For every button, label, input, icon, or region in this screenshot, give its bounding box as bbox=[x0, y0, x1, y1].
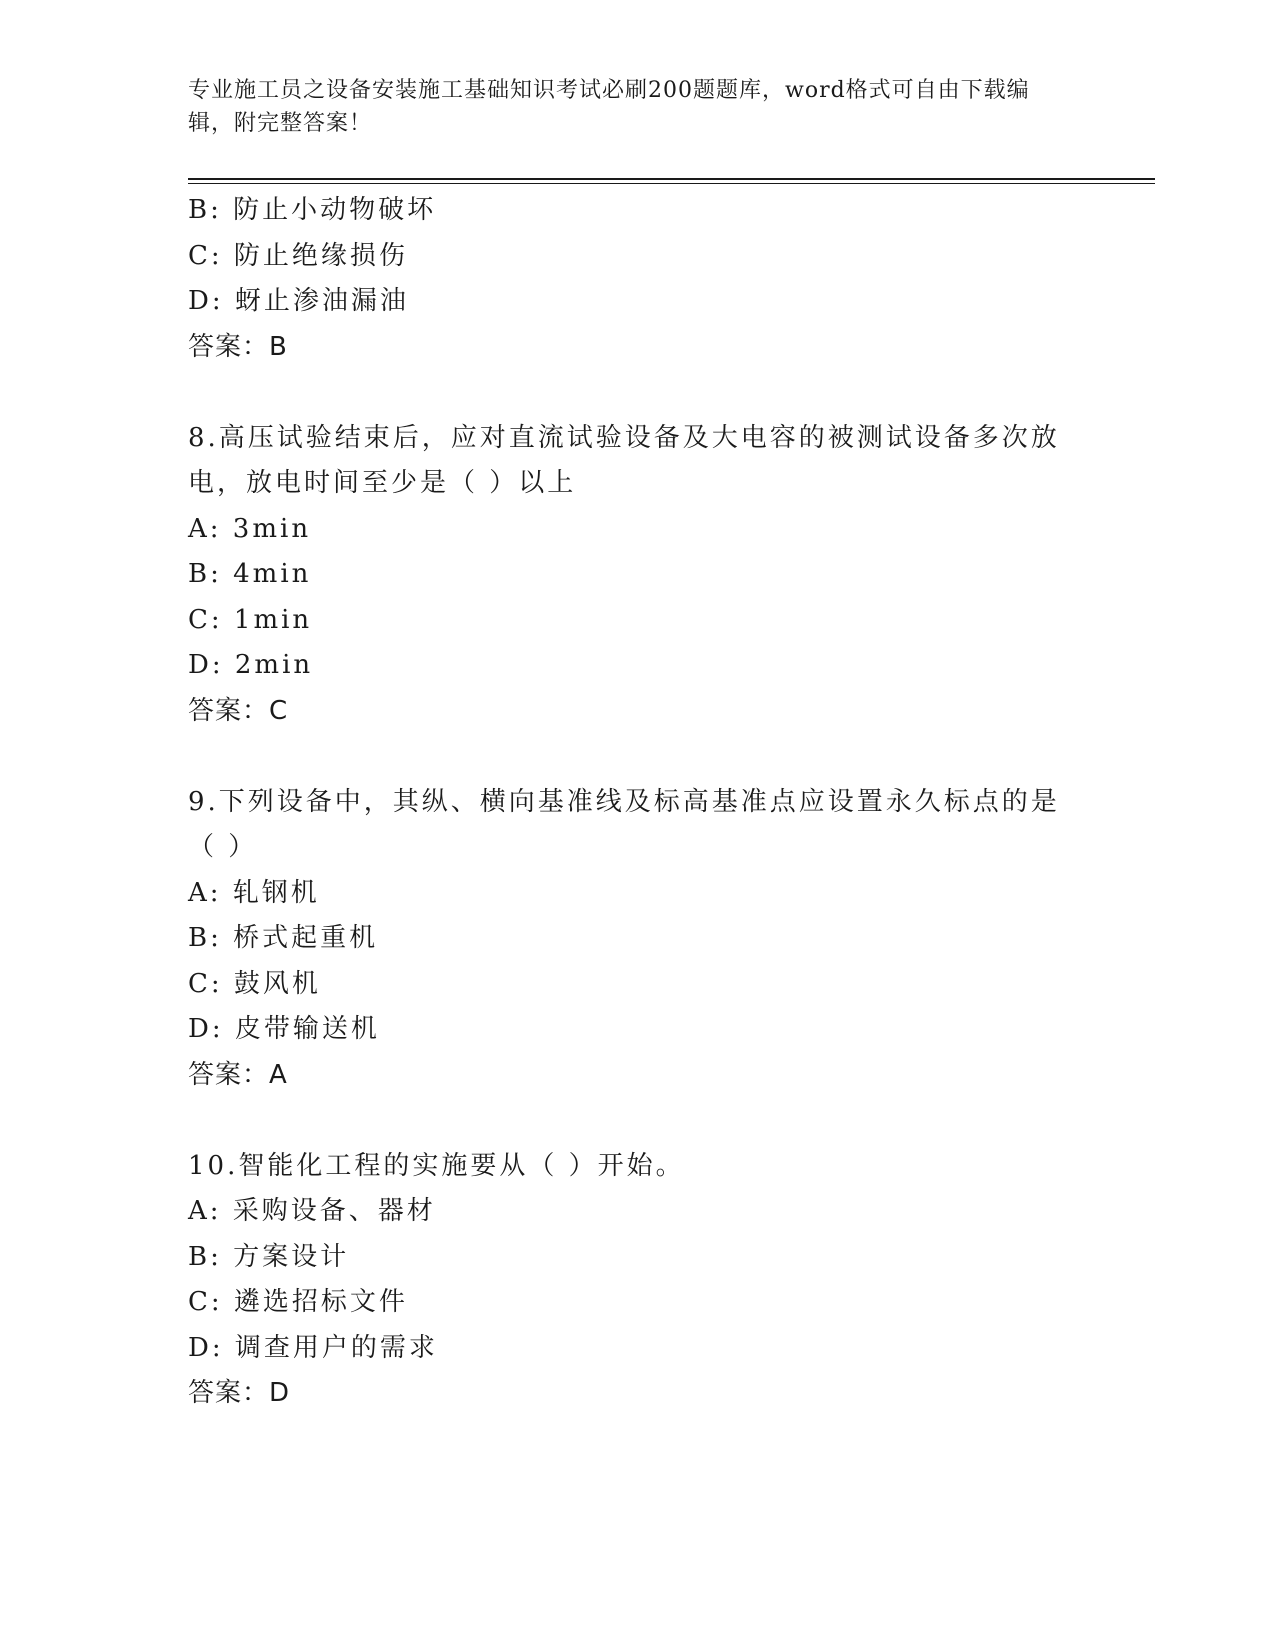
answer-line: 答案：C bbox=[188, 695, 289, 726]
option-b: B: 4min bbox=[188, 559, 312, 589]
option-a: A: 3min bbox=[188, 513, 312, 544]
spacer bbox=[188, 370, 1088, 416]
answer-line: 答案：D bbox=[188, 1378, 291, 1408]
option-d: D: 调查用户的需求 bbox=[188, 1332, 438, 1363]
question-list bbox=[188, 188, 1088, 1417]
header-divider-thin bbox=[188, 183, 1155, 184]
header-divider-thick bbox=[188, 178, 1155, 180]
question-text: 8.高压试验结束后，应对直流试验设备及大电容的被测试设备多次放电，放电时间至少是（ ）以上 bbox=[188, 422, 1060, 498]
option-b: B: 方案设计 bbox=[188, 1241, 350, 1272]
question-8 bbox=[188, 416, 1088, 735]
question-text: 10.智能化工程的实施要从（ ）开始。 bbox=[188, 1150, 685, 1181]
option-a: A: 采购设备、器材 bbox=[188, 1196, 436, 1226]
option-d: D: 皮带输送机 bbox=[188, 1014, 380, 1044]
option-a: A: 轧钢机 bbox=[188, 877, 320, 908]
document-header: 专业施工员之设备安装施工基础知识考试必刷200题题库，word格式可自由下载编辑，附完整答案！ bbox=[188, 78, 1030, 136]
question-10 bbox=[188, 1144, 1088, 1417]
spacer bbox=[188, 1098, 1088, 1144]
answer-line: 答案：A bbox=[188, 1059, 288, 1090]
option-b: B: 桥式起重机 bbox=[188, 923, 379, 953]
question-9 bbox=[188, 780, 1088, 1099]
option-c: C: 遴选招标文件 bbox=[188, 1287, 408, 1317]
question-text: 9.下列设备中，其纵、横向基准线及标高基准点应设置永久标点的是（ ） bbox=[188, 786, 1060, 862]
answer-line: 答案：B bbox=[188, 331, 288, 362]
question-7-continued bbox=[188, 188, 1088, 370]
option-d: D: 2min bbox=[188, 650, 314, 680]
option-d: D: 蚜止渗油漏油 bbox=[188, 286, 409, 316]
spacer bbox=[188, 734, 1088, 780]
option-b: B: 防止小动物破坏 bbox=[188, 195, 437, 225]
option-c: C: 1min bbox=[188, 604, 313, 635]
option-c: C: 鼓风机 bbox=[188, 968, 321, 999]
option-c: C: 防止绝缘损伤 bbox=[188, 240, 408, 271]
